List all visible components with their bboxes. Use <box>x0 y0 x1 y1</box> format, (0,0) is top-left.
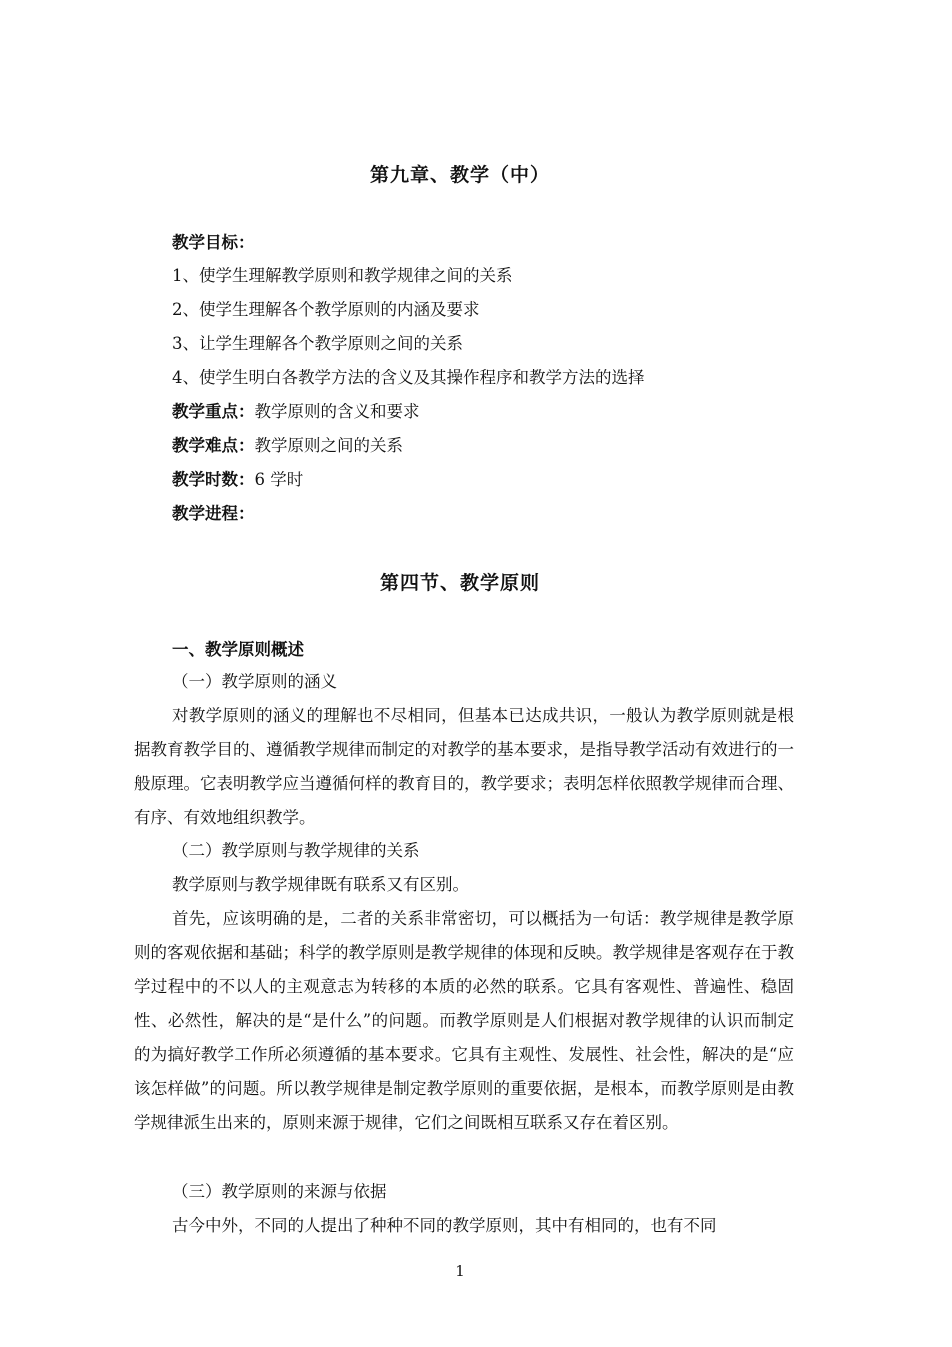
hours-value: 6 学时 <box>254 470 304 489</box>
sub2-paragraph: 首先，应该明确的是，二者的关系非常密切，可以概括为一句话：教学规律是教学原则的客观依据和基础；科学的教学原则是教学规律的体现和反映。教学规律是客观存在于教学过程中的不以人的主观意志为转移的本质的必然的联系。它具有客观性、普遍性、稳固性、必然性，解决的是“是什么”的问题。而教学原则是人们根据对教学规律的认识而制定的为搞好教学工作所必须遵循的基本要求。它具有主观性、发展性、社会性，解决的是“应该怎样做”的问题。所以教学规律是制定教学原则的重要依据，是根本，而教学原则是由教学规律派生出来的，原则来源于规律，它们之间既相互联系又存在着区别。 <box>134 909 794 1132</box>
overview-heading: 一、教学原则概述 <box>172 640 304 659</box>
objective-item-4: 4、使学生明白各教学方法的含义及其操作程序和教学方法的选择 <box>172 368 645 387</box>
sub3-paragraph: 古今中外，不同的人提出了种种不同的教学原则，其中有相同的，也有不同 <box>172 1216 717 1235</box>
objective-item-1: 1、使学生理解教学原则和教学规律之间的关系 <box>172 266 513 285</box>
key-points-label: 教学重点： <box>172 402 255 421</box>
key-points-row <box>172 402 802 422</box>
sub3-heading: （三）教学原则的来源与依据 <box>172 1182 387 1201</box>
page-number: 1 <box>455 1262 465 1280</box>
objective-item-3: 3、让学生理解各个教学原则之间的关系 <box>172 334 463 353</box>
key-points-value: 教学原则的含义和要求 <box>254 402 420 421</box>
objective-item-2: 2、使学生理解各个教学原则的内涵及要求 <box>172 300 480 319</box>
difficulties-value: 教学原则之间的关系 <box>254 436 403 455</box>
sub2-intro: 教学原则与教学规律既有联系又有区别。 <box>172 875 469 894</box>
difficulties-row <box>172 436 802 456</box>
process-label: 教学进程： <box>172 504 255 523</box>
sub2-heading: （二）教学原则与教学规律的关系 <box>172 841 420 860</box>
section-title: 第四节、教学原则 <box>379 572 540 594</box>
difficulties-label: 教学难点： <box>172 436 255 455</box>
objectives-heading: 教学目标： <box>172 233 255 252</box>
hours-label: 教学时数： <box>172 470 255 489</box>
sub1-paragraph: 对教学原则的涵义的理解也不尽相同，但基本已达成共识，一般认为教学原则就是根据教育教学目的、遵循教学规律而制定的对教学的基本要求，是指导教学活动有效进行的一般原理。它表明教学应当遵循何样的教育目的，教学要求；表明怎样依照教学规律而合理、有序、有效地组织教学。 <box>134 706 794 827</box>
chapter-title: 第九章、教学（中） <box>369 164 550 186</box>
hours-row <box>172 470 802 490</box>
sub1-heading: （一）教学原则的涵义 <box>172 672 337 691</box>
